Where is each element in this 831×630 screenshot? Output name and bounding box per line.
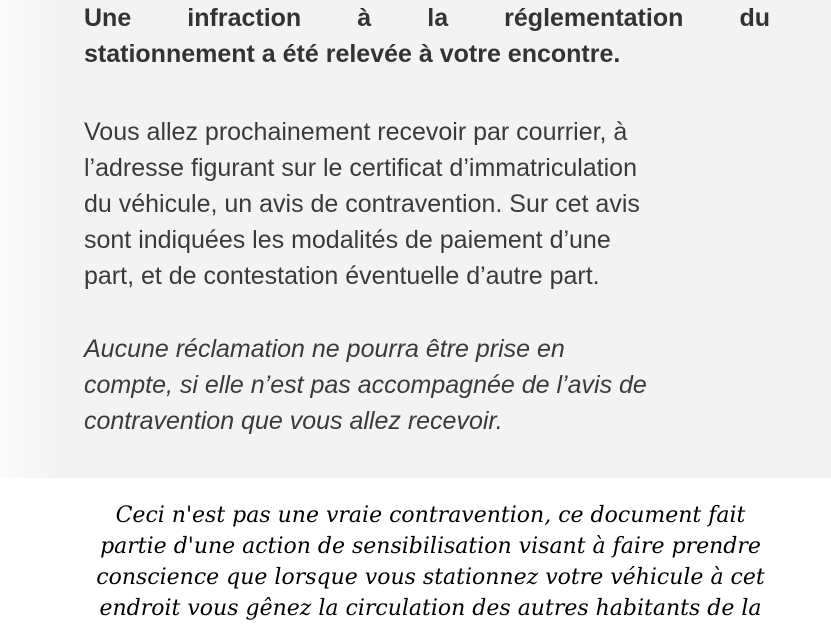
claim-warning — [84, 331, 770, 439]
paragraph-line: du véhicule, un avis de contravention. Sur cet avis — [84, 190, 640, 218]
heading-line: Une infraction à la réglementation du — [84, 4, 770, 32]
notice-line: conscience que lorsque vous stationnez votre véhicule à cet — [96, 565, 765, 590]
paragraph-line: sont indiquées les modalités de paiement d’une — [84, 226, 611, 254]
awareness-notice — [60, 500, 801, 624]
paragraph-line: Vous allez prochainement recevoir par courrier, à — [84, 118, 628, 146]
infraction-heading — [84, 0, 770, 72]
scan-edge-shade — [0, 0, 60, 478]
notice-line: Ceci n'est pas une vraie contravention, ce document fait — [115, 503, 746, 528]
notice-line: partie d'une action de sensibilisation visant à faire prendre — [100, 534, 761, 559]
notice-line: endroit vous gênez la circulation des autres habitants de la — [99, 596, 762, 621]
warning-line: compte, si elle n’est pas accompagnée de l’avis de — [84, 371, 647, 399]
notice-paragraph — [84, 114, 770, 294]
warning-line: Aucune réclamation ne pourra être prise en — [84, 335, 565, 363]
paragraph-line: l’adresse figurant sur le certificat d’immatriculation — [84, 154, 637, 182]
heading-line: stationnement a été relevée à votre encontre. — [84, 40, 621, 68]
warning-line: contravention que vous allez recevoir. — [84, 407, 503, 435]
paragraph-line: part, et de contestation éventuelle d’autre part. — [84, 262, 600, 290]
